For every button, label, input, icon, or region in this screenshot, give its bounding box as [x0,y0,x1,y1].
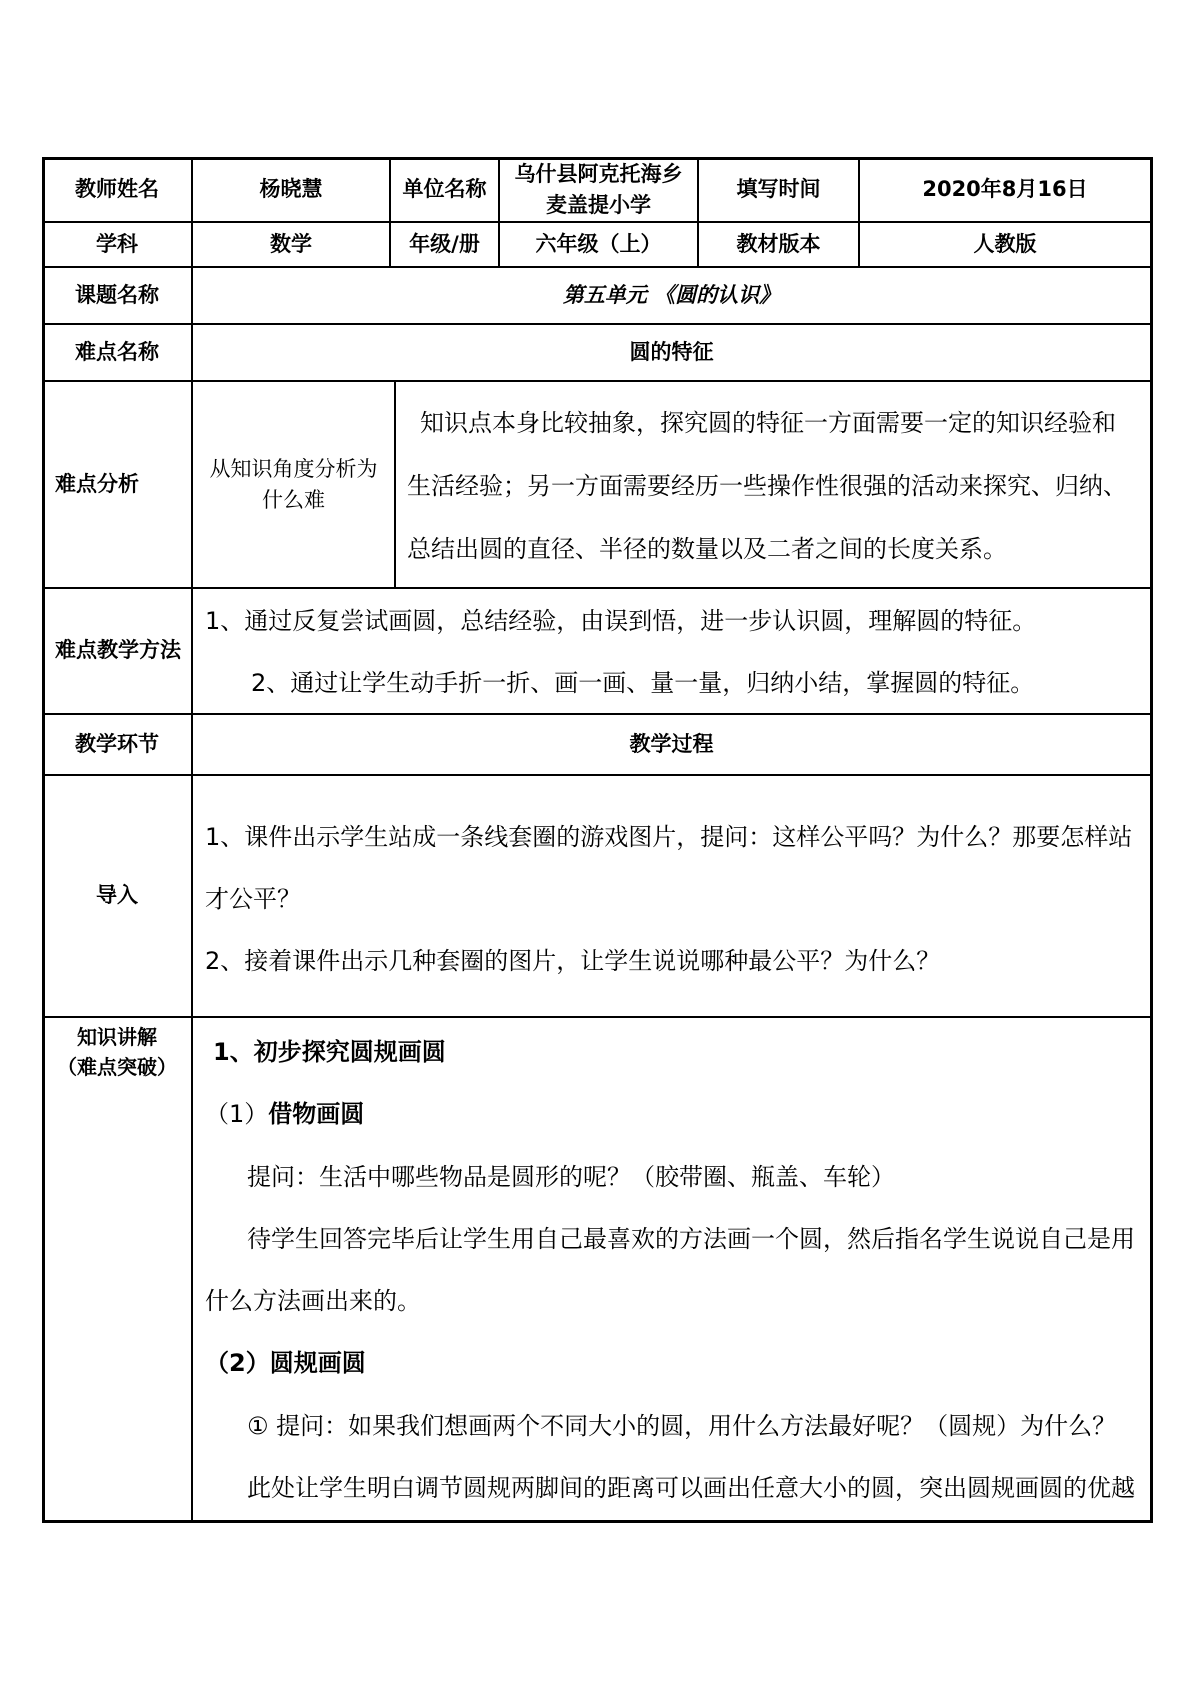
process-label-cell [43,715,193,776]
method-line: 1、通过反复尝试画圆，总结经验，由误到悟，进一步认识圆，理解圆的特征。 [205,607,1037,635]
knowledge-text-cell [193,1018,1152,1522]
intro-label: 导入 [96,883,138,908]
analysis-angle [210,454,378,516]
analysis-angle-cell [193,382,396,589]
grade-label-cell [391,223,500,268]
analysis-label-cell [43,382,193,589]
analysis-angle-line: 从知识角度分析为 [209,456,378,481]
edition-label-cell [699,223,860,268]
topic-title: 第五单元 《圆的认识》 [562,282,781,307]
unit-name-line: 麦盖提小学 [546,192,651,217]
knowledge-part1-heading [205,1083,1150,1145]
unit-name-cell [500,158,699,223]
part1-number: （1） [205,1100,269,1129]
knowledge-line: 提问：生活中哪些物品是圆形的呢？（胶带圈、瓶盖、车轮） [247,1162,895,1191]
knowledge-line: 待学生回答完毕后让学生用自己最喜欢的方法画一个圆，然后指名学生说说自己是用 [247,1224,1135,1253]
teacher-label-cell [43,158,193,223]
subject-value: 数学 [270,231,312,256]
method-label: 难点教学方法 [55,638,181,663]
date-value: 2020年8月16日 [922,176,1088,201]
knowledge-heading: 1、初步探究圆规画圆 [213,1038,446,1066]
method-line: 2、通过让学生动手折一折、画一画、量一量，归纳小结，掌握圆的特征。 [251,669,1035,697]
difficulty-label: 难点名称 [75,339,159,364]
edition-value: 人教版 [973,231,1037,256]
process-value-cell [193,715,1152,776]
method-label-cell [43,589,193,715]
grade-label: 年级/册 [409,231,480,256]
analysis-angle-line: 什么难 [262,487,325,512]
knowledge-label-line: （难点突破） [57,1055,177,1079]
unit-name [515,159,683,221]
edition-label: 教材版本 [736,231,821,256]
topic-label-cell [43,268,193,325]
grade-value-cell [500,223,699,268]
knowledge-line: 此处让学生明白调节圆规两脚间的距离可以画出任意大小的圆，突出圆规画圆的优越 [247,1474,1135,1503]
unit-label: 单位名称 [402,176,487,201]
subject-label: 学科 [96,231,138,256]
intro-text-cell [193,776,1152,1018]
grade-value: 六年级（上） [535,231,662,256]
knowledge-label-cell [43,1018,193,1522]
part2-number: （2） [205,1349,270,1378]
analysis-label: 难点分析 [55,471,139,496]
process-value: 教学过程 [629,731,714,756]
difficulty-value-cell [193,325,1152,382]
topic-value-cell [193,268,1152,325]
process-label: 教学环节 [75,731,159,756]
intro-line: 才公平？ [205,885,301,913]
part1-title: 借物画圆 [268,1100,365,1129]
teacher-name-cell [193,158,391,223]
unit-label-cell [391,158,500,223]
part2-title: 圆规画圆 [269,1349,366,1378]
intro-line: 1、课件出示学生站成一条线套圈的游戏图片，提问：这样公平吗？为什么？那要怎样站 [205,823,1133,851]
edition-value-cell [860,223,1152,268]
knowledge-label-line: 知识讲解 [77,1025,157,1049]
intro-line: 2、接着课件出示几种套圈的图片，让学生说说哪种最公平？为什么？ [205,947,941,975]
knowledge-line: ① 提问：如果我们想画两个不同大小的圆，用什么方法最好呢？（圆规）为什么？ [247,1411,1117,1440]
date-value-cell [860,158,1152,223]
subject-value-cell [193,223,391,268]
difficulty-value: 圆的特征 [629,339,714,364]
knowledge-line: 什么方法画出来的。 [205,1287,421,1316]
knowledge-part2-heading [205,1332,1150,1394]
analysis-text-line: 生活经验；另一方面需要经历一些操作性很强的活动来探究、归纳、 [407,472,1127,500]
method-text-cell [193,589,1152,715]
date-label: 填写时间 [736,176,821,201]
analysis-text-line: 知识点本身比较抽象，探究圆的特征一方面需要一定的知识经验和 [420,409,1116,437]
date-label-cell [699,158,860,223]
teacher-name: 杨晓慧 [259,176,323,201]
intro-label-cell [43,776,193,1018]
analysis-text-line: 总结出圆的直径、半径的数量以及二者之间的长度关系。 [407,535,1007,563]
teacher-label: 教师姓名 [75,176,159,201]
knowledge-label [57,1022,177,1082]
subject-label-cell [43,223,193,268]
difficulty-label-cell [43,325,193,382]
unit-name-line: 乌什县阿克托海乡 [514,161,683,186]
analysis-text-cell [396,382,1152,589]
topic-label: 课题名称 [75,282,159,307]
